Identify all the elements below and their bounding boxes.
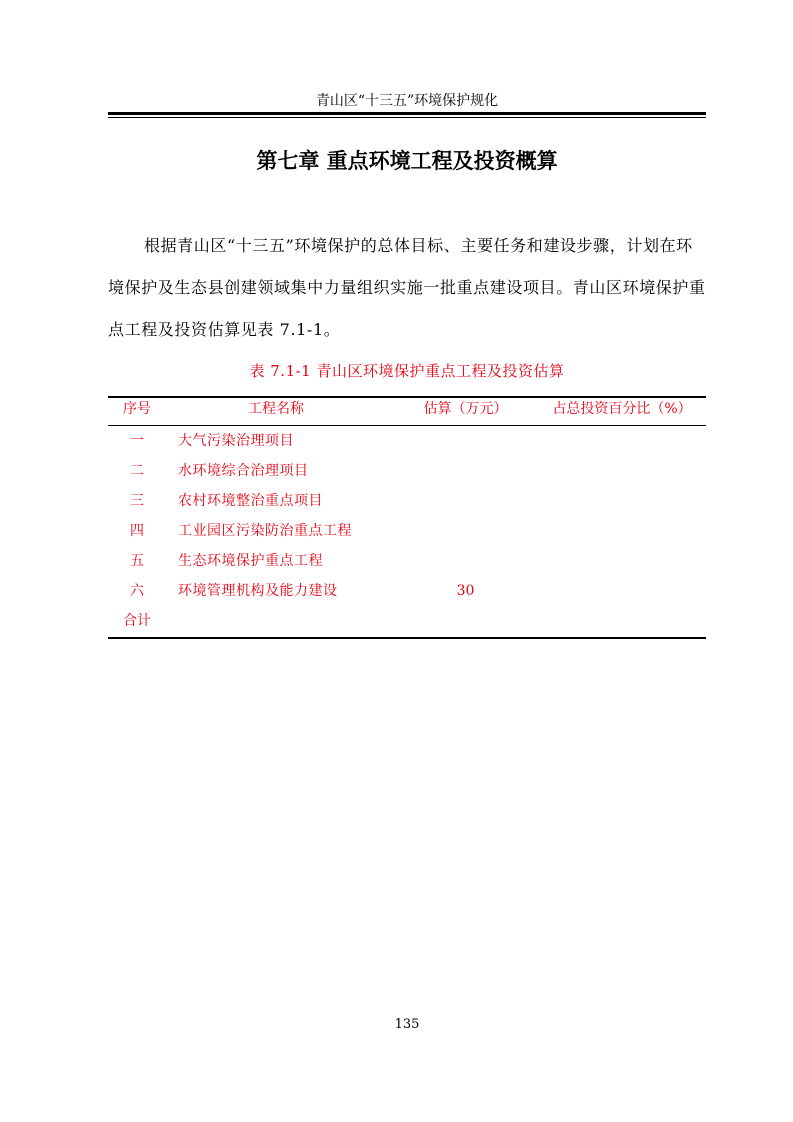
col-header-percent: 占总投资百分比（%） bbox=[552, 401, 692, 417]
header-rule-thick bbox=[108, 112, 706, 115]
row-project-name: 生态环境保护重点工程 bbox=[178, 553, 323, 569]
table-bottom-rule bbox=[108, 637, 706, 639]
page-number: 135 bbox=[394, 1017, 420, 1032]
row-project-name: 工业园区污染防治重点工程 bbox=[178, 523, 352, 539]
row-estimate: 30 bbox=[456, 583, 475, 599]
table-row bbox=[108, 581, 706, 611]
row-project-name: 水环境综合治理项目 bbox=[178, 463, 309, 479]
row-number: 四 bbox=[130, 523, 144, 539]
intro-paragraph: 根据青山区“十三五”环境保护的总体目标、主要任务和建设步骤，计划在环境保护及生态县创建领域集中力量组织实施一批重点建设项目。青山区环境保护重点工程及投资估算见表 7.1-1。 bbox=[108, 236, 706, 339]
chapter-title: 第七章 重点环境工程及投资概算 bbox=[256, 149, 558, 173]
table-top-rule bbox=[108, 396, 706, 398]
row-number: 六 bbox=[130, 583, 144, 599]
table-row bbox=[108, 521, 706, 551]
row-number: 三 bbox=[130, 493, 144, 509]
row-project-name: 大气污染治理项目 bbox=[178, 433, 294, 449]
running-header-title: 青山区“十三五”环境保护规化 bbox=[315, 93, 499, 109]
table-row bbox=[108, 431, 706, 461]
row-number: 二 bbox=[130, 463, 144, 479]
row-number: 合计 bbox=[123, 613, 151, 629]
row-number: 五 bbox=[130, 553, 144, 569]
row-project-name: 环境管理机构及能力建设 bbox=[178, 583, 338, 599]
row-project-name: 农村环境整治重点项目 bbox=[178, 493, 323, 509]
header-rule-thin bbox=[108, 117, 706, 118]
col-header-number: 序号 bbox=[123, 401, 151, 417]
table-row bbox=[108, 491, 706, 521]
table-row bbox=[108, 551, 706, 581]
table-caption: 表 7.1-1 青山区环境保护重点工程及投资估算 bbox=[249, 362, 565, 380]
table-header-rule bbox=[108, 425, 706, 426]
col-header-estimate: 估算（万元） bbox=[423, 401, 508, 417]
table-row bbox=[108, 461, 706, 491]
row-number: 一 bbox=[130, 433, 144, 449]
col-header-project-name: 工程名称 bbox=[248, 401, 304, 417]
